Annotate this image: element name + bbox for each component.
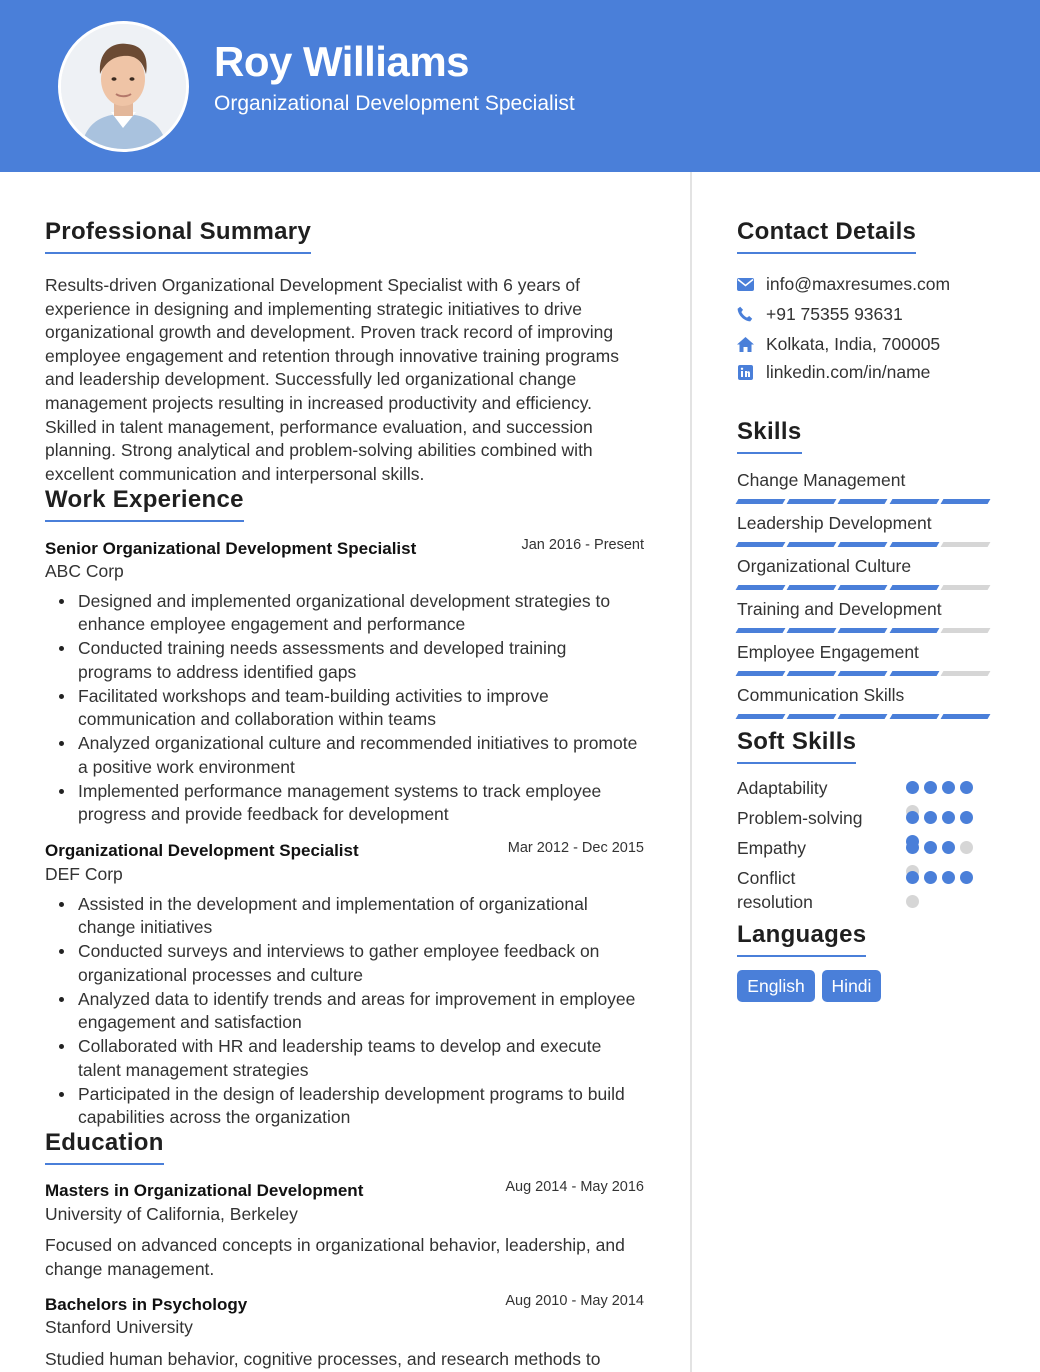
skill-bar-segment: [838, 714, 888, 719]
degree-description: Studied human behavior, cognitive processes, and research methods to: [45, 1349, 601, 1369]
skill-bar-segment: [736, 542, 786, 547]
skill-bar-segment: [838, 585, 888, 590]
list-item: Analyzed organizational culture and recommended initiatives to promote a positive work environment: [45, 732, 645, 779]
skill-bar-segment: [787, 585, 837, 590]
home-icon: [736, 335, 754, 353]
contact-heading: Contact Details: [737, 218, 916, 254]
skill-label: Training and Development: [737, 599, 942, 619]
phone-icon: [736, 305, 754, 323]
job-title: Senior Organizational Development Specialist: [45, 539, 417, 558]
education-heading: Education: [45, 1129, 164, 1165]
rating-dot: [906, 781, 919, 794]
soft-skill-label: Problem-solving: [737, 808, 863, 828]
rating-dot: [960, 871, 973, 884]
skill-bar-segment: [736, 628, 786, 633]
skill-bar: [737, 585, 993, 590]
column-divider: [690, 172, 692, 1372]
phone-text: +91 75355 93631: [766, 303, 903, 324]
job-company: DEF Corp: [45, 864, 123, 884]
skill-bar-segment: [889, 714, 939, 719]
job-company: ABC Corp: [45, 561, 124, 581]
language-badge-hindi: Hindi: [822, 970, 881, 1002]
skill-bar-segment: [736, 585, 786, 590]
skills-heading: Skills: [737, 418, 802, 454]
rating-dot: [924, 841, 937, 854]
rating-dot: [960, 811, 973, 824]
summary-text: Results-driven Organizational Development Specialist with 6 years of experience in designing and implementing strategic initiatives to drive organizational growth and development. Proven track record of improving employee engagement and retention through innovative training programs and leadership development. Successfully led organizational change management projects resulting in increased productivity and efficiency. Skilled in talent management, performance evaluation, and succession planning. Strong analytical and problem-solving abilities combined with excellent communication and interpersonal skills.: [45, 275, 619, 484]
job-date: Mar 2012 - Dec 2015: [507, 840, 644, 856]
profile-photo: [58, 21, 189, 152]
rating-dot: [906, 871, 919, 884]
skill-bar-segment: [736, 671, 786, 676]
skill-bar-segment: [940, 714, 990, 719]
school-name: Stanford University: [45, 1317, 193, 1337]
skill-bar-segment: [940, 628, 990, 633]
skill-bar: [737, 714, 993, 719]
skill-bar: [737, 671, 993, 676]
rating-dot: [906, 841, 919, 854]
skill-bar-segment: [838, 499, 888, 504]
job-bullets: [45, 590, 645, 827]
rating-dot: [924, 871, 937, 884]
skill-bar-segment: [940, 542, 990, 547]
skill-bar-segment: [940, 499, 990, 504]
skill-label: Employee Engagement: [737, 642, 919, 662]
degree-date: Aug 2014 - May 2016: [505, 1179, 644, 1195]
rating-dot: [942, 811, 955, 824]
soft-skill-label: Conflict resolution: [737, 868, 813, 912]
rating-dot: [924, 781, 937, 794]
linkedin-icon: [736, 363, 754, 381]
skill-bar-segment: [838, 671, 888, 676]
skill-bar-segment: [889, 585, 939, 590]
job-date: Jan 2016 - Present: [521, 537, 644, 553]
rating-dot: [960, 841, 973, 854]
skill-label: Communication Skills: [737, 685, 905, 705]
skill-label: Change Management: [737, 470, 906, 490]
list-item: Analyzed data to identify trends and areas for improvement in employee engagement and satisfaction: [45, 988, 645, 1035]
contact-linkedin[interactable]: [736, 359, 930, 385]
skill-bar-segment: [787, 714, 837, 719]
skill-bar-segment: [787, 628, 837, 633]
list-item: Collaborated with HR and leadership teams to develop and execute talent management strategies: [45, 1035, 645, 1082]
skill-label: Leadership Development: [737, 513, 932, 533]
degree-title: Masters in Organizational Development: [45, 1181, 364, 1200]
skill-bar: [737, 499, 993, 504]
list-item: Assisted in the development and implementation of organizational change initiatives: [45, 893, 645, 940]
candidate-name: Roy Williams: [214, 38, 470, 85]
candidate-role: Organizational Development Specialist: [214, 92, 575, 115]
list-item: Designed and implemented organizational development strategies to enhance employee engagement and performance: [45, 590, 645, 637]
list-item: Implemented performance management systems to track employee progress and provide feedback for development: [45, 780, 645, 827]
list-item: Conducted surveys and interviews to gather employee feedback on organizational processes and culture: [45, 940, 645, 987]
list-item: Facilitated workshops and team-building activities to improve communication and collaboration within teams: [45, 685, 645, 732]
skill-bar-segment: [787, 542, 837, 547]
skill-bar-segment: [736, 714, 786, 719]
job-title: Organizational Development Specialist: [45, 841, 359, 860]
job-bullets: [45, 893, 645, 1130]
degree-date: Aug 2010 - May 2014: [505, 1293, 644, 1309]
list-item: Participated in the design of leadership development programs to build capabilities across the organization: [45, 1083, 645, 1130]
soft-skill-label: Empathy: [737, 838, 807, 858]
language-badge-english: English: [737, 970, 815, 1002]
rating-dot: [906, 811, 919, 824]
skill-label: Organizational Culture: [737, 556, 912, 576]
summary-heading: Professional Summary: [45, 218, 311, 254]
skill-bar-segment: [889, 542, 939, 547]
skill-bar-segment: [838, 628, 888, 633]
rating-dot: [942, 871, 955, 884]
experience-heading: Work Experience: [45, 486, 244, 522]
skill-bar-segment: [889, 499, 939, 504]
skill-bar-segment: [889, 671, 939, 676]
skill-bar-segment: [940, 585, 990, 590]
skill-bar-segment: [838, 542, 888, 547]
skill-bar-segment: [940, 671, 990, 676]
degree-title: Bachelors in Psychology: [45, 1295, 248, 1314]
skill-bar-segment: [889, 628, 939, 633]
email-text: info@maxresumes.com: [766, 273, 951, 294]
skill-bar: [737, 628, 993, 633]
skill-bar-segment: [787, 671, 837, 676]
rating-dot: [942, 781, 955, 794]
envelope-icon: [736, 275, 754, 293]
contact-phone[interactable]: [736, 301, 903, 327]
rating-dot: [906, 895, 919, 908]
header-banner: [0, 0, 1040, 172]
skill-bar-segment: [787, 499, 837, 504]
soft-skill-label: Adaptability: [737, 778, 828, 798]
skill-bar: [737, 542, 993, 547]
rating-dot: [924, 811, 937, 824]
soft-skill-dots: [906, 871, 978, 919]
list-item: Conducted training needs assessments and developed training programs to address identified gaps: [45, 637, 645, 684]
skill-bar-segment: [736, 499, 786, 504]
contact-location: [736, 331, 940, 357]
soft-skills-heading: Soft Skills: [737, 728, 856, 764]
avatar-illustration: [61, 24, 186, 149]
contact-email[interactable]: [736, 271, 950, 297]
languages-heading: Languages: [737, 921, 866, 957]
rating-dot: [960, 781, 973, 794]
linkedin-text: linkedin.com/in/name: [766, 361, 931, 382]
school-name: University of California, Berkeley: [45, 1204, 298, 1224]
location-text: Kolkata, India, 700005: [766, 333, 941, 354]
rating-dot: [942, 841, 955, 854]
degree-description: Focused on advanced concepts in organizational behavior, leadership, and change management.: [45, 1235, 625, 1279]
